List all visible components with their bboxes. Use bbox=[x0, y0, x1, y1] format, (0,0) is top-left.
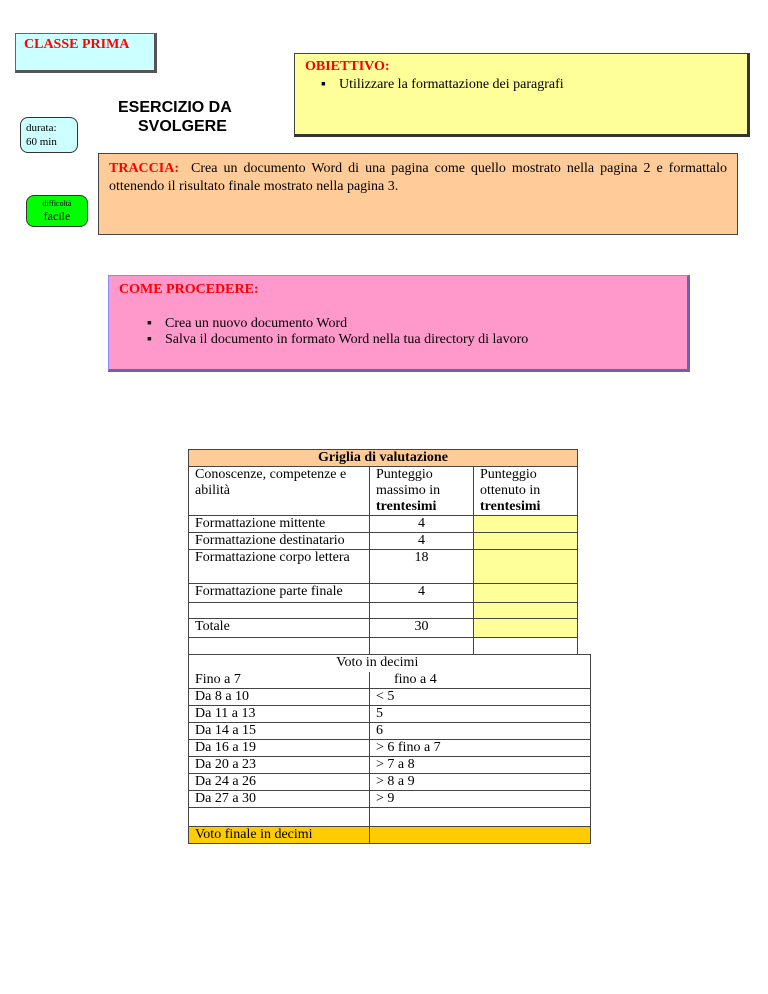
table-row: Formattazione mittente bbox=[189, 516, 370, 533]
empty-cell bbox=[370, 603, 474, 619]
max-score: 4 bbox=[370, 584, 474, 603]
difficolta-label: difficoltà bbox=[42, 199, 72, 208]
voto-value: 5 bbox=[370, 706, 591, 723]
header-col2-text: Punteggio massimo in bbox=[376, 467, 441, 498]
procedere-item: ▪ Salva il documento in formato Word nella tua directory di lavoro bbox=[165, 332, 677, 348]
voto-value: > 7 a 8 bbox=[370, 757, 591, 774]
procedere-item: ▪ Crea un nuovo documento Word bbox=[165, 316, 677, 332]
totale-max: 30 bbox=[370, 619, 474, 638]
griglia-valutazione-table bbox=[188, 449, 591, 844]
score-input-cell[interactable] bbox=[474, 533, 578, 550]
table-row: Formattazione destinatario bbox=[189, 533, 370, 550]
obiettivo-box bbox=[294, 53, 750, 137]
score-input-cell[interactable] bbox=[474, 603, 578, 619]
difficolta-value: facile bbox=[43, 209, 71, 223]
voto-value: > 9 bbox=[370, 791, 591, 808]
difficolta-badge bbox=[26, 195, 88, 227]
voto-range: Fino a 7 bbox=[189, 672, 370, 689]
griglia-title: Griglia di valutazione bbox=[189, 450, 578, 467]
max-score: 4 bbox=[370, 516, 474, 533]
voto-range: Da 20 a 23 bbox=[189, 757, 370, 774]
esercizio-line1: ESERCIZIO DA bbox=[118, 99, 232, 116]
voto-value: fino a 4 bbox=[370, 672, 591, 689]
procedere-box bbox=[108, 275, 690, 372]
voto-finale-input-cell[interactable] bbox=[370, 827, 591, 844]
obiettivo-list bbox=[305, 77, 737, 93]
esercizio-line2: SVOLGERE bbox=[138, 118, 227, 135]
empty-cell bbox=[474, 638, 578, 655]
traccia-box bbox=[98, 153, 738, 235]
header-col1: Conoscenze, competenze e abilità bbox=[189, 467, 370, 516]
traccia-text: Crea un documento Word di una pagina come quello mostrato nella pagina 2 e formattalo ottenendo il risultato finale mostrato nella pagina 3. bbox=[109, 161, 727, 194]
voto-value: > 8 a 9 bbox=[370, 774, 591, 791]
totale-input-cell[interactable] bbox=[474, 619, 578, 638]
classe-box: CLASSE PRIMA bbox=[15, 33, 157, 73]
esercizio-heading bbox=[118, 98, 268, 136]
voto-value: 6 bbox=[370, 723, 591, 740]
header-col2-bold: trentesimi bbox=[376, 499, 437, 514]
score-input-cell[interactable] bbox=[474, 516, 578, 533]
header-col3-text: Punteggio ottenuto in bbox=[480, 467, 541, 498]
voto-range: Da 16 a 19 bbox=[189, 740, 370, 757]
voto-finale-label: Voto finale in decimi bbox=[189, 827, 370, 844]
totale-label: Totale bbox=[189, 619, 370, 638]
obiettivo-item: ▪ Utilizzare la formattazione dei paragrafi bbox=[339, 77, 737, 93]
table-row: Formattazione corpo lettera bbox=[189, 550, 370, 584]
header-col3-bold: trentesimi bbox=[480, 499, 541, 514]
voto-range: Da 27 a 30 bbox=[189, 791, 370, 808]
traccia-title: TRACCIA: bbox=[109, 161, 179, 176]
durata-value: 60 min bbox=[26, 136, 57, 148]
empty-cell bbox=[370, 808, 591, 827]
voto-range: Da 11 a 13 bbox=[189, 706, 370, 723]
header-col2 bbox=[370, 467, 474, 516]
max-score: 18 bbox=[370, 550, 474, 584]
durata-badge bbox=[20, 117, 78, 153]
empty-cell bbox=[189, 638, 370, 655]
voto-range: Da 24 a 26 bbox=[189, 774, 370, 791]
voto-range: Da 8 a 10 bbox=[189, 689, 370, 706]
procedere-list bbox=[119, 316, 677, 348]
voto-range: Da 14 a 15 bbox=[189, 723, 370, 740]
empty-cell bbox=[189, 808, 370, 827]
score-input-cell[interactable] bbox=[474, 584, 578, 603]
score-input-cell[interactable] bbox=[474, 550, 578, 584]
empty-cell bbox=[189, 603, 370, 619]
voto-value: > 6 fino a 7 bbox=[370, 740, 591, 757]
voto-title: Voto in decimi bbox=[189, 655, 591, 672]
durata-label: durata: bbox=[26, 122, 57, 134]
empty-cell bbox=[370, 638, 474, 655]
table-row: Formattazione parte finale bbox=[189, 584, 370, 603]
obiettivo-title: OBIETTIVO: bbox=[305, 59, 390, 74]
max-score: 4 bbox=[370, 533, 474, 550]
procedere-title: COME PROCEDERE: bbox=[119, 282, 259, 297]
header-col3 bbox=[474, 467, 578, 516]
voto-value: < 5 bbox=[370, 689, 591, 706]
